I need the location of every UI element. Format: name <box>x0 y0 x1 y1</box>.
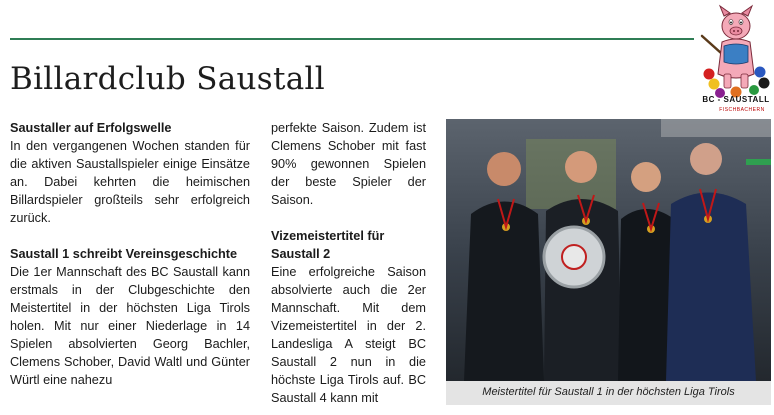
article-column-1 <box>10 119 250 389</box>
section-heading-vereinsgeschichte: Saustall 1 schreibt Vereinsgeschichte <box>10 247 238 261</box>
section-heading-erfolgswelle: Saustaller auf Erfolgswelle <box>10 121 172 135</box>
section-heading-vizemeister: Vizemeistertitel für Saustall 2 <box>271 229 385 261</box>
article-column-2 <box>271 119 426 407</box>
article-title: Billardclub Saustall <box>10 61 325 97</box>
paragraph-vizemeister: Eine erfolgreiche Saison absolvierte auch die 2er Mannschaft. Mit dem Vizemeistertitel in der 2. Landesliga A steigt BC Saustall 2 nun in die höchste Liga Tirols auf. BC Saustall 4 kann mit <box>271 265 426 405</box>
header-rule <box>10 38 694 40</box>
paragraph-erfolgswelle: In den vergangenen Wochen standen für die aktiven Saustallspieler einige Einsätze an. Dabei kehrten die heimischen Billardspieler großteils sehr erfolgreich zurück. <box>10 139 250 225</box>
paragraph-saison: perfekte Saison. Zudem ist Clemens Schober mit fast 90% gewonnen Spielen der beste Spieler der Saison. <box>271 121 426 207</box>
team-photo <box>446 119 771 381</box>
logo-name: BC - SAUSTALL <box>702 95 770 104</box>
photo-caption: Meistertitel für Saustall 1 in der höchsten Liga Tirols <box>482 386 735 398</box>
paragraph-vereinsgeschichte: Die 1er Mannschaft des BC Saustall kann erstmals in der Clubgeschichte den Meistertitel in der höchsten Liga Tirols holen. Mit nur einer Niederlage in 14 Spielen absolvierten Georg Bachler, Clemens Schober, David Waltl und Günter Würtl eine nahezu <box>10 265 250 387</box>
logo-subtitle: FISCHBACHERN <box>719 107 765 113</box>
